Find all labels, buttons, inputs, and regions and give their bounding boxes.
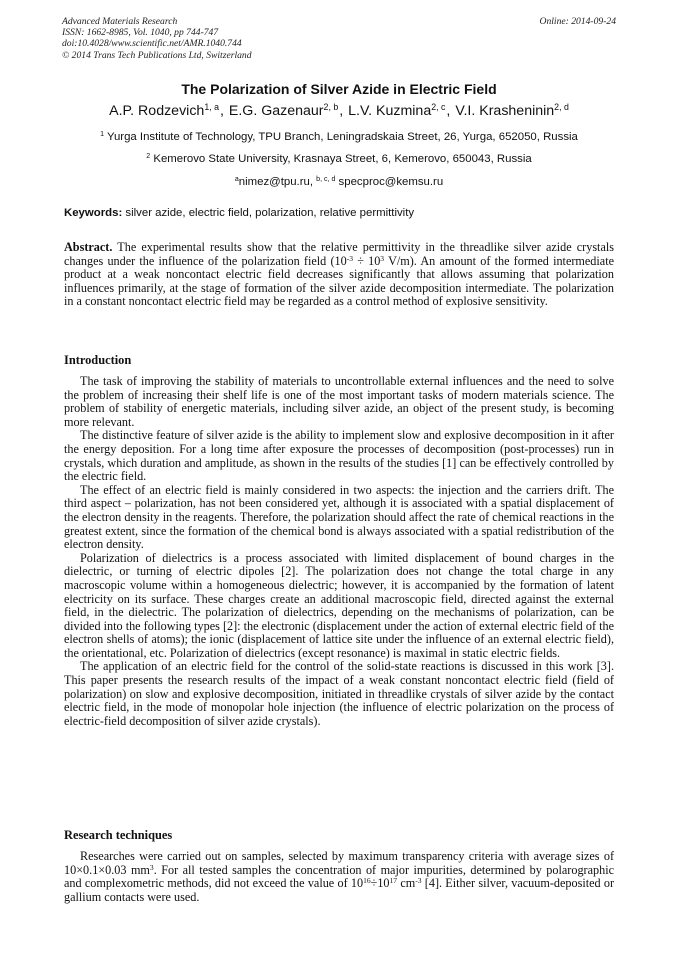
affiliation-sup: 1 bbox=[100, 131, 105, 139]
email-link[interactable]: nimez@tpu.ru, bbox=[238, 176, 313, 188]
doi: doi:10.4028/www.scientific.net/AMR.1040.744 bbox=[62, 38, 242, 50]
affiliation-sup: 2 bbox=[146, 153, 151, 161]
research-text: Researches were carried out on samples, selected by maximum transparency criteria with average sizes of 10×0.1×0.03 mm bbox=[64, 849, 614, 877]
author-sup: 2, c bbox=[431, 102, 446, 113]
paragraph bbox=[64, 850, 614, 904]
research-text: . For all tested samples the concentration of major impurities, determined by polarographic and complexometric methods, did not exceed the value of 10 bbox=[64, 862, 614, 891]
abstract-label: Abstract. bbox=[64, 240, 113, 254]
paragraph: The task of improving the stability of materials to uncontrollable external influences and the need to solve the problem of increasing their shelf life is one of the most important tasks of modern materials science. The problem of stability of energetic materials, including silver azide, an object of the present study, is becoming more relevant. bbox=[64, 374, 614, 429]
keywords-label: Keywords: bbox=[64, 207, 123, 219]
introduction-body bbox=[64, 375, 614, 728]
research-body bbox=[64, 850, 614, 904]
affiliation-text: Kemerovo State University, Krasnaya Street, 6, Kemerovo, 650043, Russia bbox=[153, 153, 532, 165]
email-sup: a bbox=[234, 176, 239, 184]
section-heading-introduction: Introduction bbox=[64, 353, 132, 367]
abstract-text: ÷ 10 bbox=[353, 253, 381, 268]
author-name: L.V. Kuzmina bbox=[348, 103, 432, 119]
exponent: -3 bbox=[415, 876, 422, 886]
author-name: A.P. Rodzevich bbox=[109, 103, 205, 119]
author-sup: 1, a bbox=[204, 102, 219, 113]
author-sup: 2, b bbox=[323, 102, 339, 113]
affiliation-text: Yurga Institute of Technology, TPU Branch, Leningradskaia Street, 26, Yurga, 652050, Russia bbox=[106, 131, 578, 143]
issn: ISSN: 1662-8985, Vol. 1040, pp 744-747 bbox=[62, 27, 219, 39]
exponent: 16 bbox=[363, 876, 371, 886]
author-name: V.I. Krasheninin bbox=[455, 103, 555, 119]
paragraph: Polarization of dielectrics is a process associated with limited displacement of bound charges in the dielectric, or turning of electric dipoles [2]. The polarization does not change the total charge in any macroscopic volume within a homogeneous dielectric; however, it is accompanied by the formation of latent electricity on its surface. These charges create an additional macroscopic field, directed against the external field, in the dielectric. The polarization of dielectrics, depending on the mechanisms of polarization, can be divided into the following types [2]: the electronic (displacement under the action of external electric field of the electron shells of atoms); the ionic (displacement of lattice site under the influence of an external electric field), the orientational, etc. Polarization of dielectrics (except resonance) is maximal in static electric fields. bbox=[64, 550, 614, 660]
abstract bbox=[64, 241, 614, 309]
paragraph: The distinctive feature of silver azide is the ability to implement slow and explosive decomposition in it after the energy deposition. For a long time after exposure the processes of decomposition (post-processes) run in crystals, which duration and amplitude, as shown in the results of the studies [1] can be effectively controlled by the electric field. bbox=[64, 428, 614, 484]
exponent: 17 bbox=[389, 876, 398, 886]
online-date: Online: 2014-09-24 bbox=[539, 16, 616, 27]
journal-header bbox=[62, 16, 616, 61]
research-text: [4]. Either silver, vacuum-deposited or gallium contacts were used. bbox=[64, 876, 615, 904]
research-text: cm bbox=[397, 876, 416, 891]
exponent: 3 bbox=[149, 862, 154, 872]
author-sup: 2, d bbox=[554, 102, 569, 113]
paper-title: The Polarization of Silver Azide in Electric Field bbox=[181, 81, 497, 97]
exponent: -3 bbox=[346, 253, 353, 263]
journal-name: Advanced Materials Research bbox=[62, 16, 178, 27]
paragraph: The effect of an electric field is mainly considered in two aspects: the injection and the carriers drift. The third aspect – polarization, has not been considered yet, although it is associated with a spatial displacement of the electron density in the reagents. Therefore, the polarization should affect the rate of chemical reactions in the greatest extent, since the formation of the chemical bond is always associated with a spatial redistribution of the electron density. bbox=[64, 482, 614, 552]
affiliation-2 bbox=[0, 153, 678, 165]
copyright: © 2014 Trans Tech Publications Ltd, Switzerland bbox=[62, 49, 252, 61]
author-list: A.P. Rodzevich$^{1, a}$, E.G. Gazenaur$^{2, b}$, L.V. Kuzmina$^{2, c}$, V.I. Krasheninin$^{2, d}$ bbox=[109, 102, 569, 119]
abstract-text: V/m). An amount of the formed intermediate product at a weak noncontact electric field decreases significantly that allows assuming that polarization influences primarily, at the stage of formation of the silver azide decomposition intermediate. The polarization in a constant noncontact electric field may be regarded as a control method of explosive sensitivity. bbox=[64, 253, 614, 309]
keywords bbox=[64, 207, 414, 219]
email-sup: b, c, d bbox=[316, 176, 336, 184]
section-heading-research-techniques: Research techniques bbox=[64, 828, 173, 842]
keywords-text: silver azide, electric field, polarization, relative permittivity bbox=[125, 207, 415, 219]
author-name: E.G. Gazenaur bbox=[228, 103, 324, 119]
abstract-text: The experimental results show that the relative permittivity in the threadlike silver azide crystals changes under the influence of the polarization field (10 bbox=[64, 240, 614, 268]
affiliation-1 bbox=[0, 131, 678, 143]
research-text: ÷10 bbox=[370, 876, 390, 891]
email-link[interactable]: specproc@kemsu.ru bbox=[338, 176, 444, 188]
paragraph: The application of an electric field for the control of the solid-state reactions is discussed in this work [3]. This paper presents the research results of the impact of a weak constant noncontact electric field (field of polarization) on slow and explosive decomposition, initiated in threadlike crystals of silver azide by the contact electric field, in the mode of monopolar hole injection (the influence of electric polarization on the process of electric-field decomposition of silver azide crystals). bbox=[64, 659, 614, 728]
exponent: 3 bbox=[380, 253, 385, 263]
email-line bbox=[0, 176, 678, 188]
